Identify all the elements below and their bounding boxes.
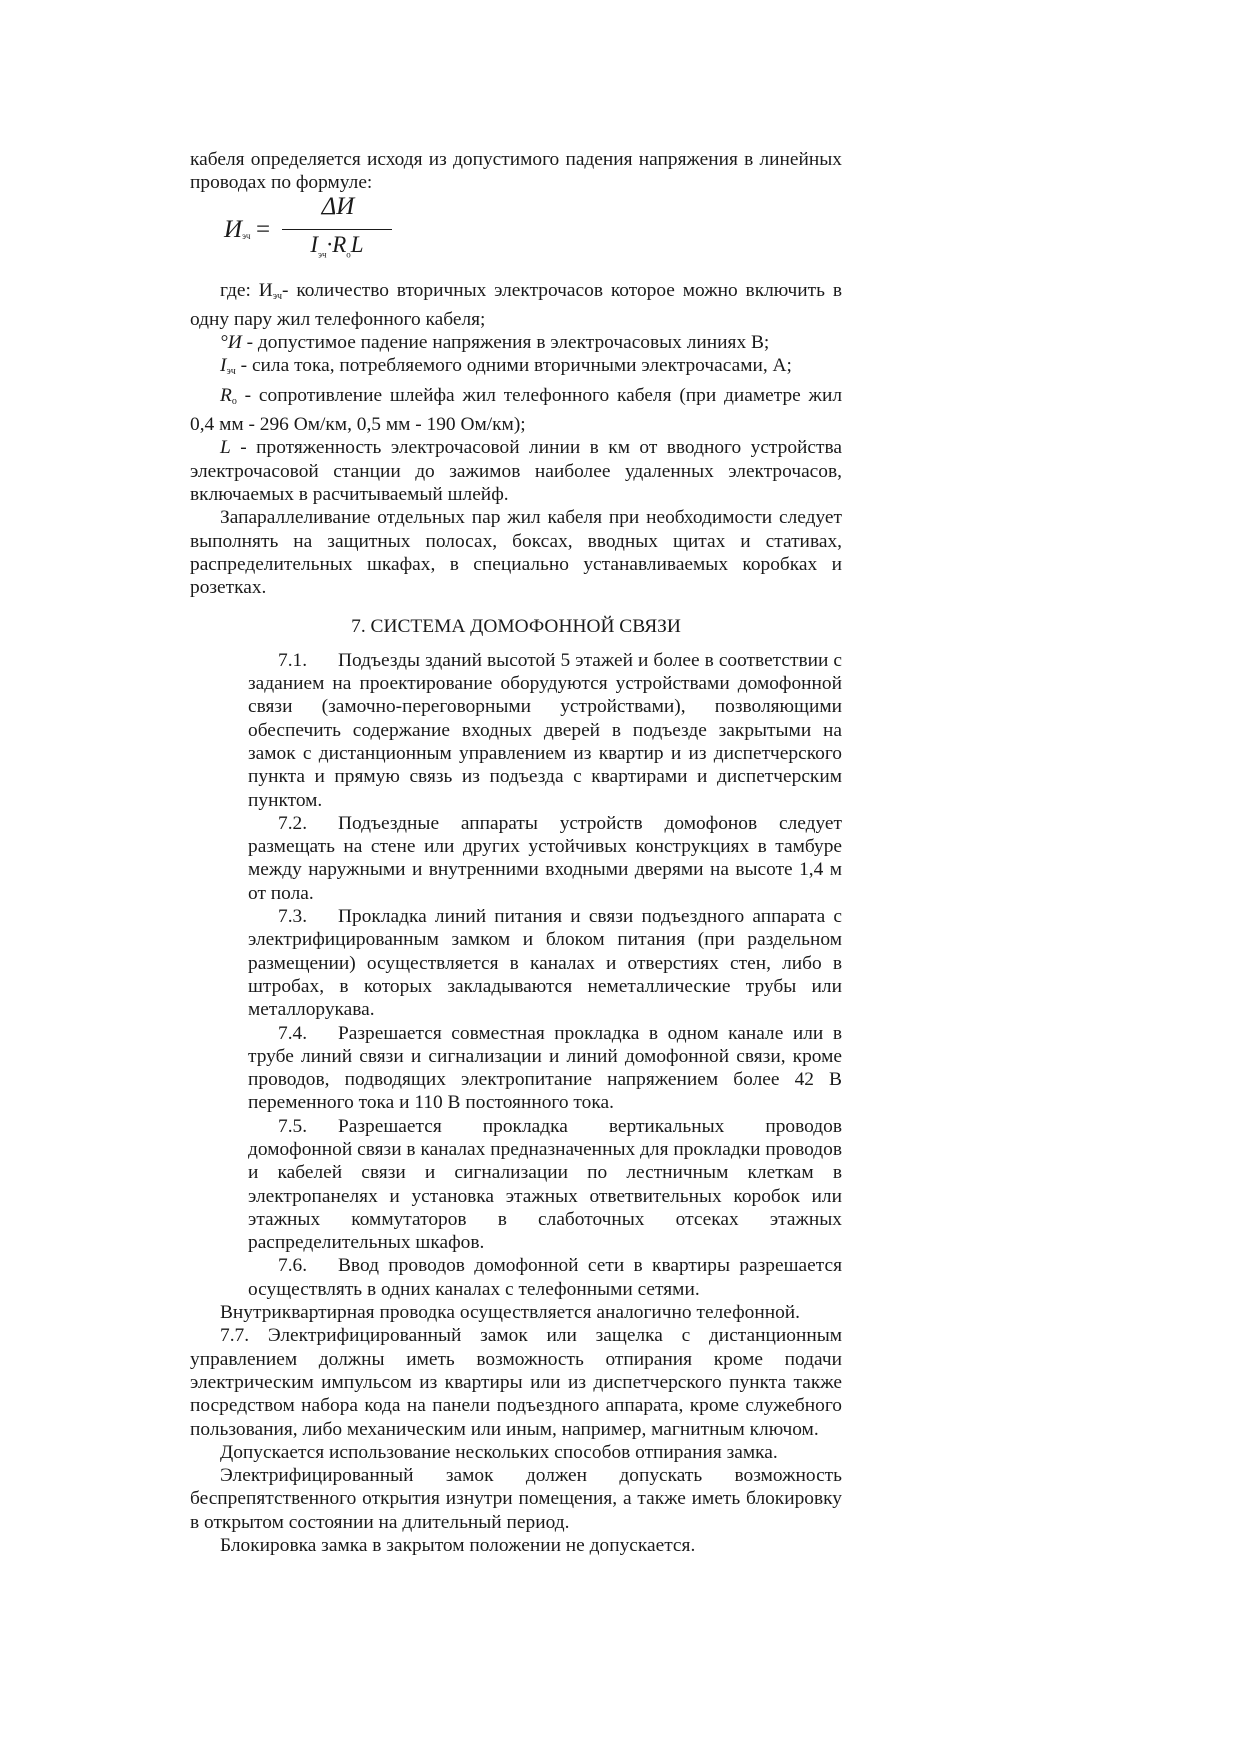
paragraph-7-7: 7.7. Электрифицированный замок или защелка с дистанционным управлением должны иметь возможность отпирания кроме подачи электрическим импульсом из квартиры или из диспетчерского пункта также посредством набора кода на панели подъездного аппарата, кроме служебного пользования, либо механическим или иным, например, магнитным ключом. bbox=[190, 1325, 842, 1440]
list-item: 7.6. Ввод проводов домофонной сети в квартиры разрешается осуществлять в одних каналах с телефонными сетями. bbox=[248, 1255, 842, 1300]
definition-current: $I_{эч}$ - сила тока, потребляемого одними вторичными электрочасами, А; bbox=[220, 355, 792, 378]
list-item: 7.3. Прокладка линий питания и связи подъездного аппарата с электрифицированным замком и блоком питания (при раздельном размещении) осуществляется в каналах и отверстиях стен, либо в штробах, в которых закладываются неметаллические трубы или металлорукава. bbox=[248, 906, 842, 1021]
definition-length: L - протяженность электрочасовой линии в км от вводного устройства электрочасовой станции до зажимов наиболее удаленных электрочасов, включаемых в расчитываемый шлейф. bbox=[190, 437, 842, 505]
paragraph-blocking: Блокировка замка в закрытом положении не допускается. bbox=[220, 1535, 696, 1557]
formula-lhs: $И_{эч}$ bbox=[224, 215, 251, 243]
list-item: 7.4. Разрешается совместная прокладка в одном канале или в трубе линий связи и сигнализации и линий домофонной связи, кроме проводов, подводящих электропитание напряжением более 42 В переменного тока и 110 В постоянного тока. bbox=[248, 1022, 842, 1114]
list-item: 7.2. Подъездные аппараты устройств домофонов следует размещать на стене или других устойчивых конструкциях в тамбуре между наружными и внутренними входными дверями на высоте 1,4 м от пола. bbox=[248, 812, 842, 904]
formula-equals: = bbox=[256, 215, 271, 243]
definition-quantity: где: $И_{эч}-$ количество вторичных электрочасов которое можно включить в одну пару жил телефонного кабеля; bbox=[190, 279, 842, 330]
section-heading: 7. СИСТЕМА ДОМОФОННОЙ СВЯЗИ bbox=[351, 616, 681, 638]
definition-resistance: $R_о$ - сопротивление шлейфа жил телефонного кабеля (при диаметре жил 0,4 мм - 296 Ом/км, 0,5 мм - 190 Ом/км); bbox=[190, 384, 842, 436]
list-item: 7.1. Подъезды зданий высотой 5 этажей и более в соответствии с заданием на проектирование оборудуются устройствами домофонной связи (замочно-переговорными устройствами), позволяющими обеспечить содержание входных дверей в подъезде закрытыми на замок с дистанционным управлением из квартир и из диспетчерского пункта и прямую связь из подъезда с квартирами и диспетчерским пунктом. bbox=[248, 649, 842, 811]
formula-fraction-bar bbox=[282, 229, 392, 230]
paragraph-parallel: Запараллеливание отдельных пар жил кабеля при необходимости следует выполнять на защитных полосах, боксах, вводных щитах и стативах, распределительных шкафах, в специально устанавливаемых коробках и розетках. bbox=[190, 507, 842, 599]
intro-paragraph: кабеля определяется исходя из допустимого падения напряжения в линейных проводах по формуле: bbox=[190, 149, 842, 194]
paragraph-unobstructed-exit: Электрифицированный замок должен допускать возможность беспрепятственного открытия изнутри помещения, а также иметь блокировку в открытом состоянии на длительный период. bbox=[190, 1465, 842, 1533]
formula bbox=[190, 192, 842, 269]
formula-numerator: ΔИ bbox=[321, 192, 355, 220]
formula-denominator: $I_{эч}\cdot R_оL$ bbox=[310, 231, 364, 260]
document-page bbox=[190, 148, 842, 1557]
paragraph-internal-wiring: Внутриквартирная проводка осуществляется аналогично телефонной. bbox=[220, 1302, 801, 1324]
definition-voltage-drop: °И - допустимое падение напряжения в электрочасовых линиях В; bbox=[220, 332, 770, 354]
paragraph-unlock-methods: Допускается использование нескольких способов отпирания замка. bbox=[220, 1441, 778, 1463]
list-item: 7.5. Разрешается прокладка вертикальных проводов домофонной связи в каналах предназначенных для прокладки проводов и кабелей связи и сигнализации по лестничным клеткам в электропанелях и установка этажных ответвительных коробок или этажных коммутаторов в слаботочных отсеках этажных распределительных шкафов. bbox=[248, 1115, 842, 1254]
